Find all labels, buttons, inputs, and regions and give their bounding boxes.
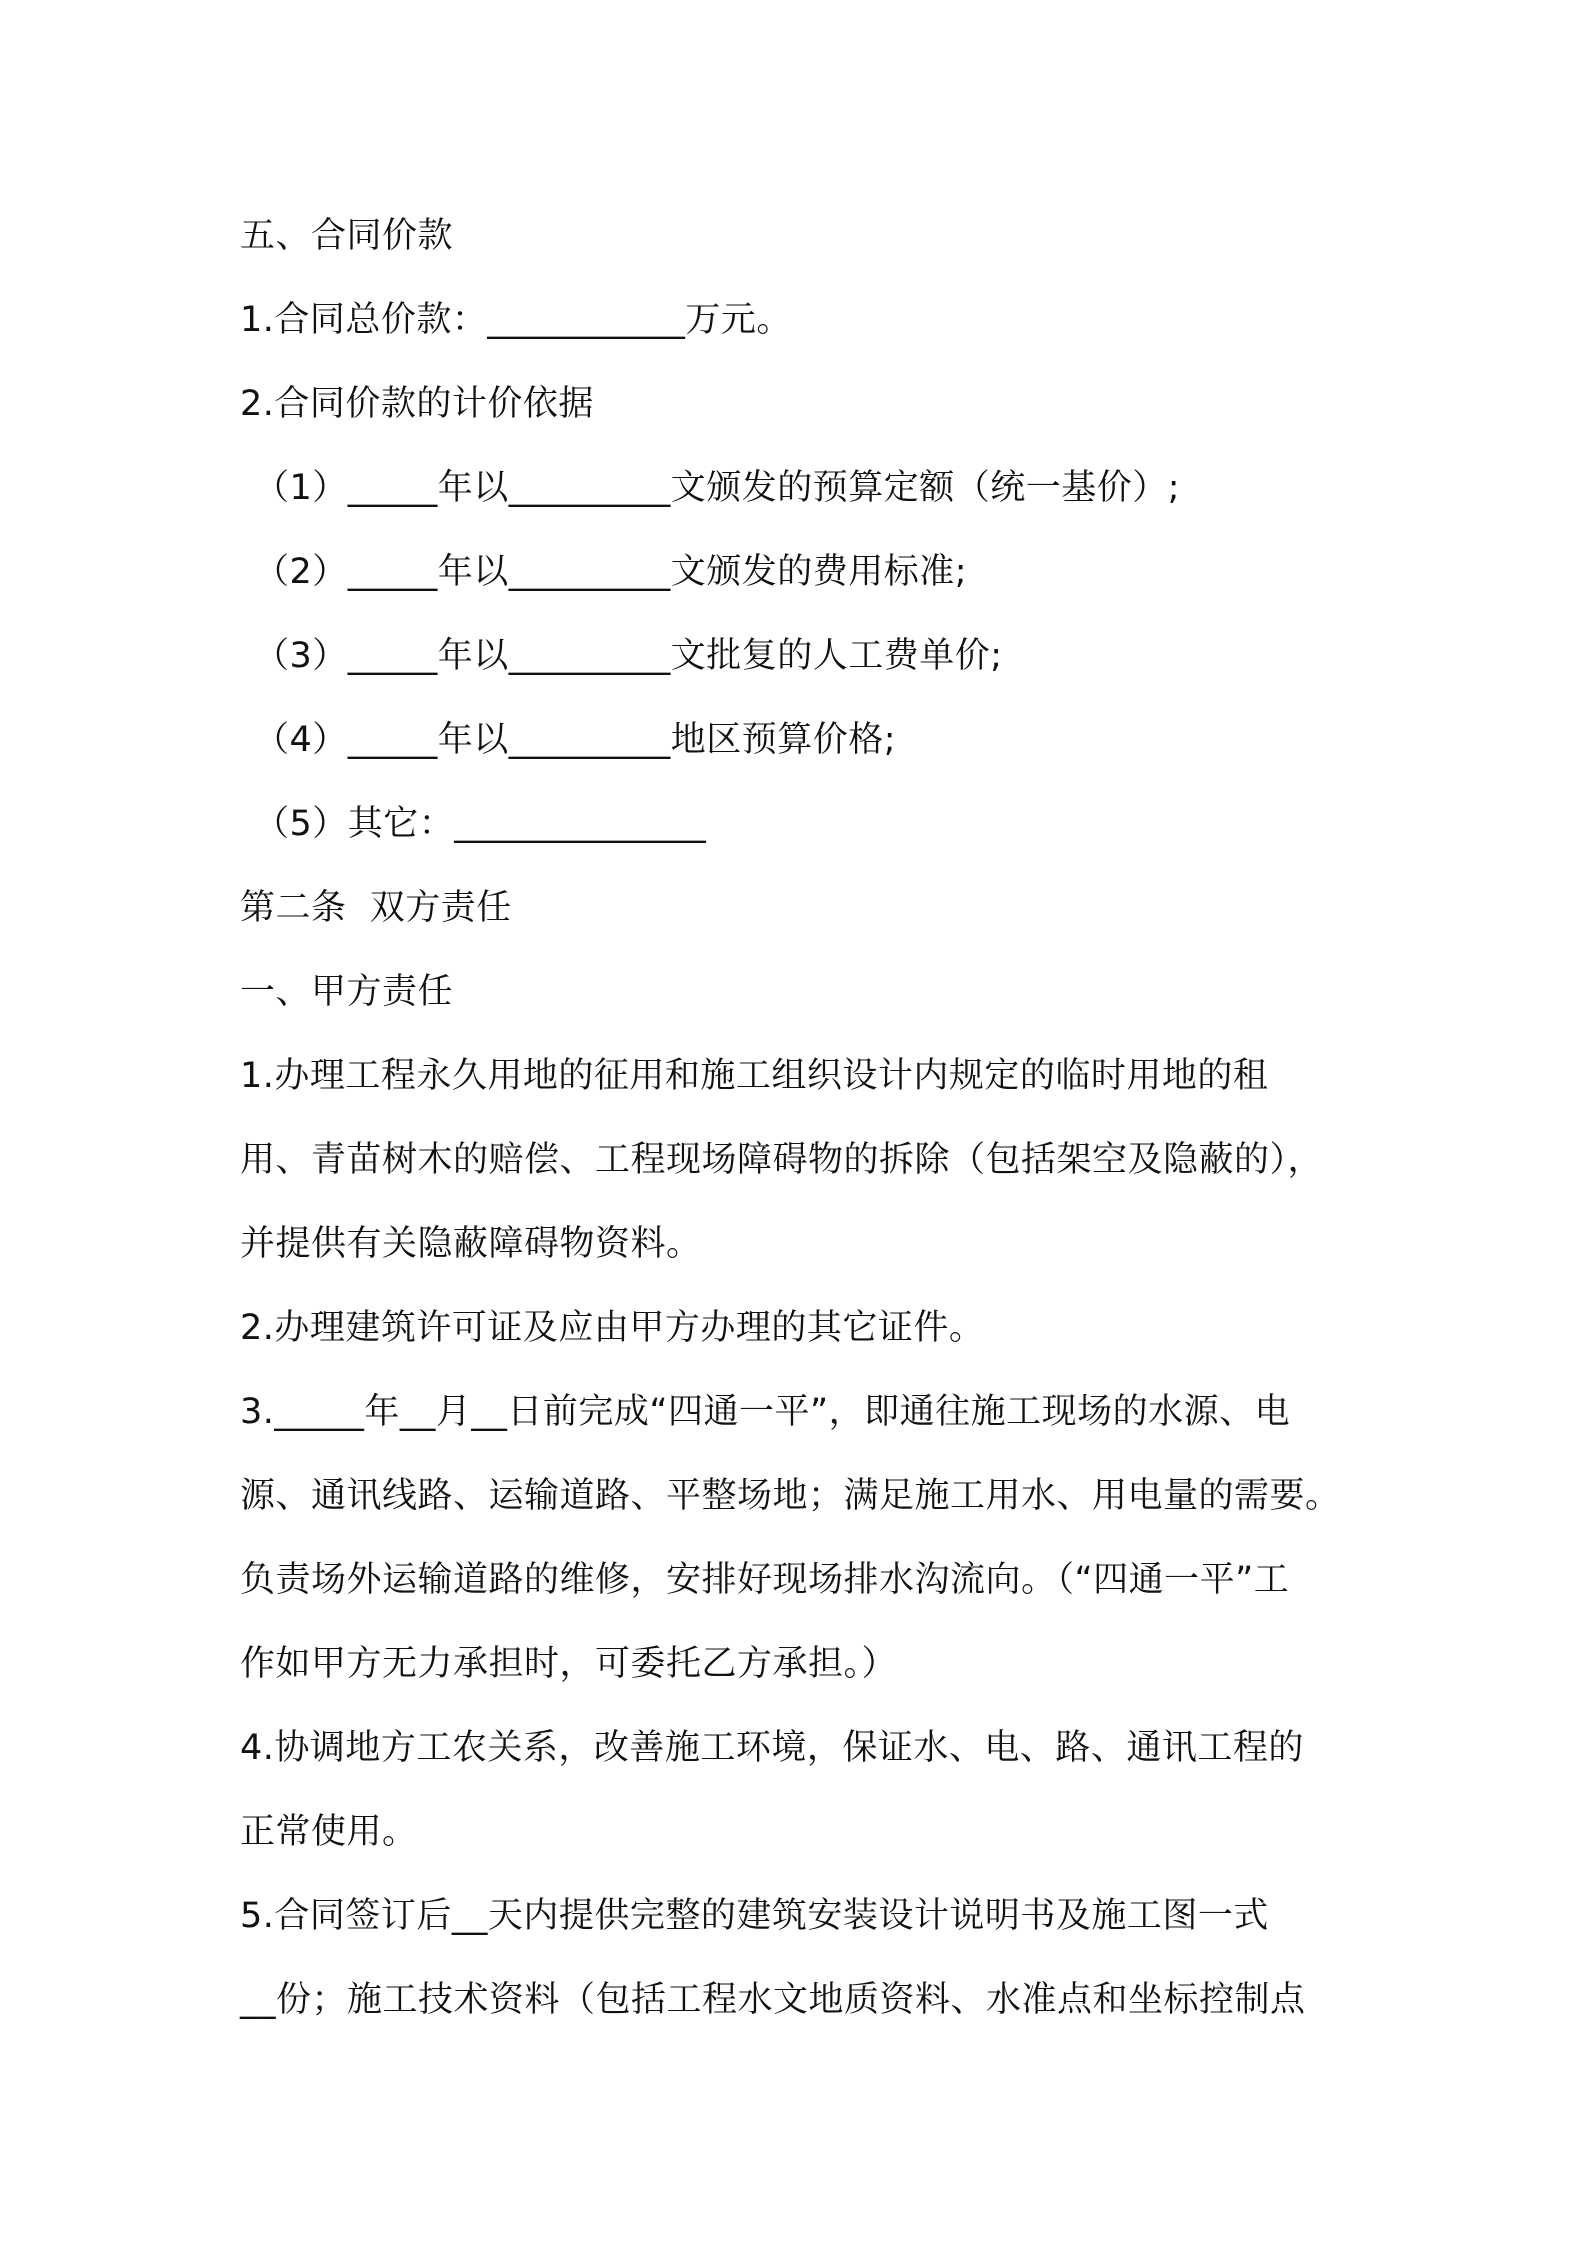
paragraph-line: __份；施工技术资料（包括工程水文地质资料、水准点和坐标控制点 [240,1980,1306,2020]
article-heading-responsibilities: 第二条 双方责任 [240,888,512,928]
paragraph-line: 源、通讯线路、运输道路、平整场地；满足施工用水、用电量的需要。 [240,1476,1341,1516]
paragraph-line: 3._____年__月__日前完成“四通一平”，即通往施工现场的水源、电 [240,1392,1291,1432]
clause-total-price: 1.合同总价款：___________万元。 [240,300,792,340]
paragraph-line: 1.办理工程永久用地的征用和施工组织设计内规定的临时用地的租 [240,1056,1269,1096]
pricing-basis-item-1: （1）_____年以_________文颁发的预算定额（统一基价）; [254,468,1181,508]
paragraph-line: 2.办理建筑许可证及应由甲方办理的其它证件。 [240,1308,985,1348]
paragraph-line: 4.协调地方工农关系，改善施工环境，保证水、电、路、通讯工程的 [240,1728,1304,1768]
section-heading-party-a: 一、甲方责任 [240,972,454,1012]
pricing-basis-item-2: （2）_____年以_________文颁发的费用标准; [254,552,968,592]
paragraph-line: 负责场外运输道路的维修，安排好现场排水沟流向。（“四通一平”工 [240,1560,1290,1600]
document-body [240,194,1360,2042]
pricing-basis-item-5: （5）其它：______________ [254,804,707,844]
paragraph-line: 用、青苗树木的赔偿、工程现场障碍物的拆除（包括架空及隐蔽的）， [240,1140,1324,1180]
paragraph-line: 作如甲方无力承担时，可委托乙方承担。） [240,1644,898,1684]
paragraph-line: 正常使用。 [240,1812,418,1852]
section-heading-contract-price: 五、合同价款 [240,216,454,256]
pricing-basis-item-4: （4）_____年以_________地区预算价格; [254,720,897,760]
pricing-basis-item-3: （3）_____年以_________文批复的人工费单价; [254,636,1003,676]
paragraph-line: 5.合同签订后__天内提供完整的建筑安装设计说明书及施工图一式 [240,1896,1269,1936]
paragraph-line: 并提供有关隐蔽障碍物资料。 [240,1224,702,1264]
clause-pricing-basis: 2.合同价款的计价依据 [240,384,594,424]
